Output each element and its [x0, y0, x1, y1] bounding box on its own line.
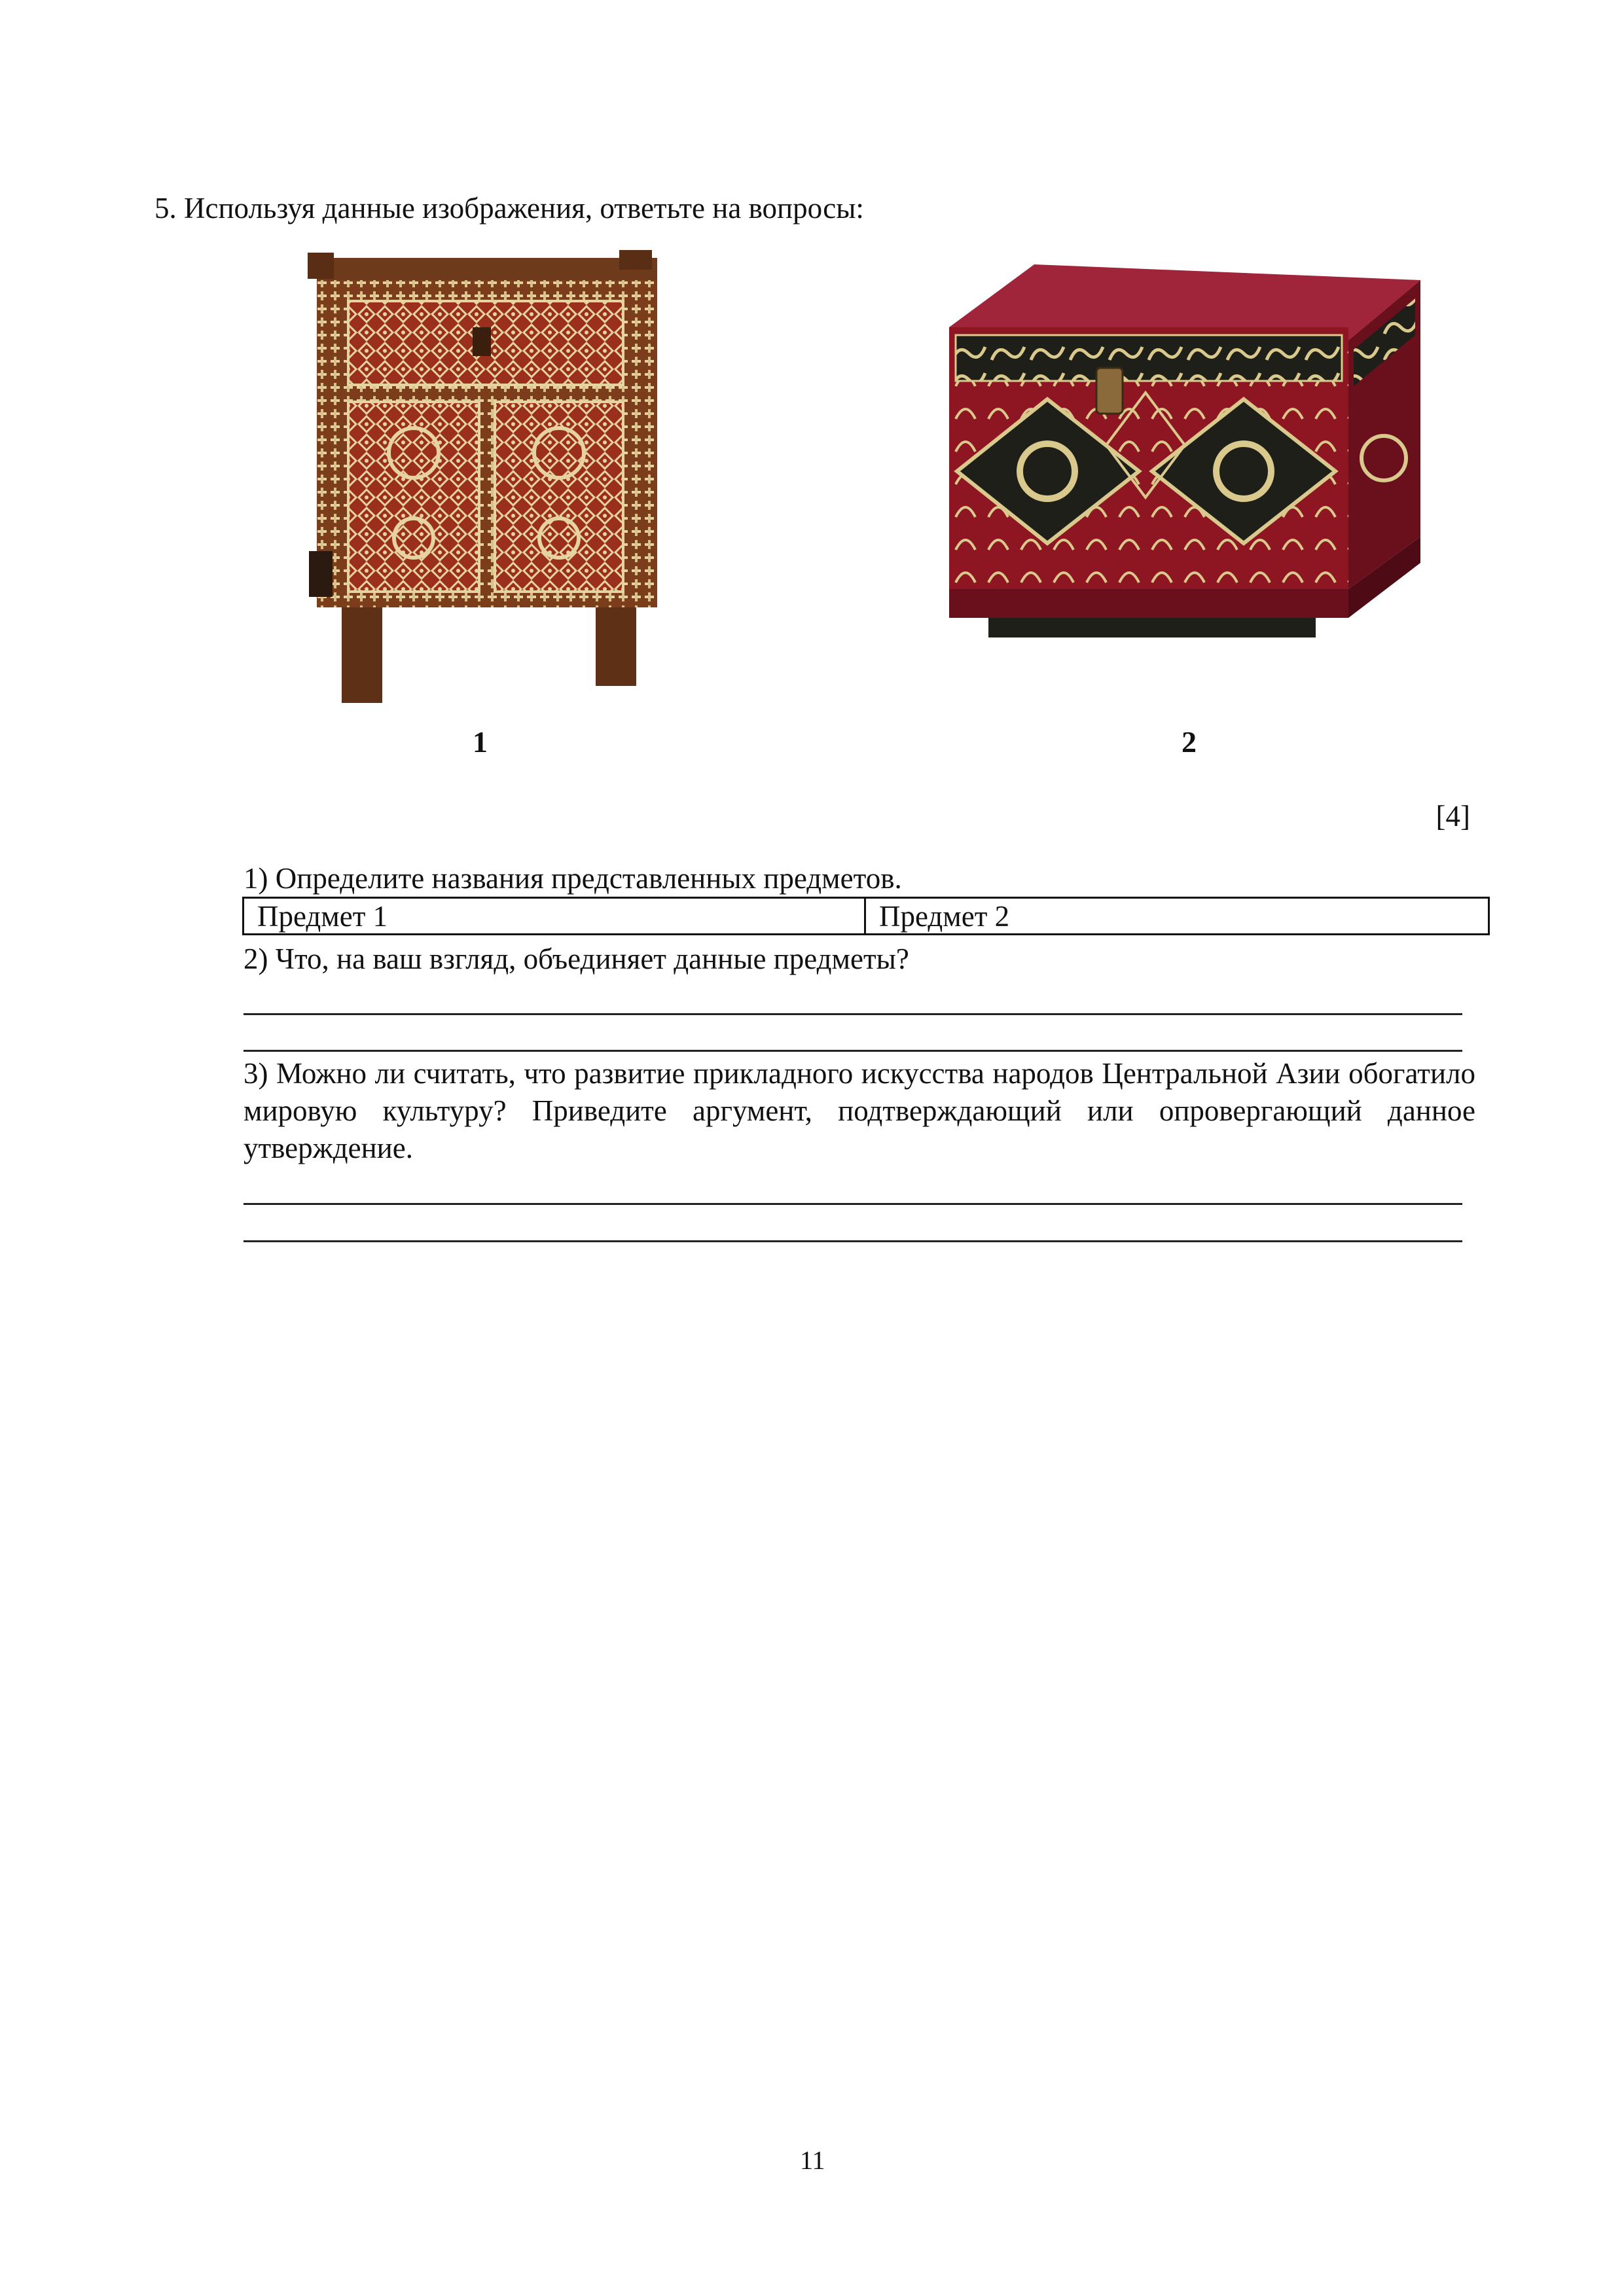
task-title: 5. Используя данные изображения, ответьте на вопросы:	[154, 192, 864, 224]
question-3-text: 3) Можно ли считать, что развитие прикладного искусства народов Центральной Азии обогатило мировую культуру? Приведите аргумент, подтверждающий или опровергающий данное утверждение.	[244, 1057, 1475, 1164]
question-1-text: 1) Определите названия представленных предметов.	[244, 862, 902, 895]
answer-cell-2-label: Предмет 2	[879, 899, 1010, 933]
answer-line[interactable]	[244, 1013, 1462, 1015]
answer-cell-2[interactable]	[866, 899, 1488, 933]
answer-cell-1[interactable]	[244, 899, 866, 933]
answer-line[interactable]	[244, 1050, 1462, 1052]
question-2-text: 2) Что, на ваш взгляд, объединяет данные предметы?	[244, 942, 909, 975]
ornamented-cabinet-image	[302, 250, 673, 708]
answer-table	[242, 897, 1490, 935]
page-number: 11	[800, 2145, 825, 2175]
answer-cell-1-label: Предмет 1	[257, 899, 388, 933]
answer-line[interactable]	[244, 1203, 1462, 1205]
image-2-label: 2	[1182, 725, 1197, 759]
image-1-label: 1	[473, 725, 488, 759]
answer-line[interactable]	[244, 1240, 1462, 1242]
ornamented-chest-image	[949, 262, 1420, 648]
score-marker: [4]	[1435, 800, 1470, 833]
